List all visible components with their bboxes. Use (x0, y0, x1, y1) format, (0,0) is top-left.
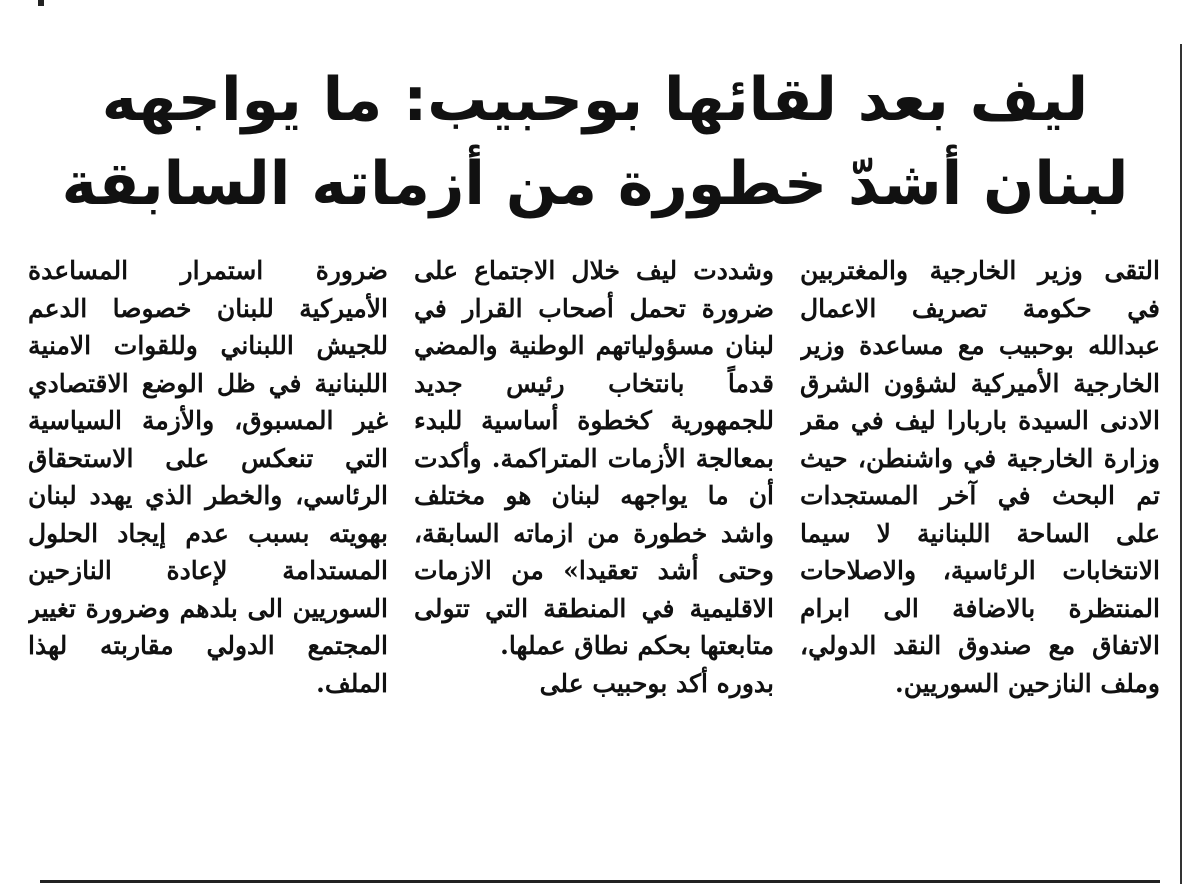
column-1-paragraph-1: التقى وزير الخارجية والمغتربين في حكومة تصريف الاعمال عبدالله بوحبيب مع مساعدة وزير الخارجية الأميركية لشؤون الشرق الادنى السيدة باربارا ليف في مقر وزارة الخارجية في واشنطن، حيث تم البحث في آخر المستجدات على الساحة اللبنانية لا سيما الانتخابات الرئاسية، والاصلاحات المنتظرة بالاضافة الى ابرام الاتفاق مع صندوق النقد الدولي، وملف النازحين السوريين. (800, 256, 1160, 698)
article-column-1 (800, 252, 1160, 858)
right-border-rule (1180, 44, 1182, 884)
headline-line-1: ليف بعد لقائها بوحبيب: ما يواجهه (101, 65, 1089, 135)
top-border (0, 0, 1188, 8)
article-body (28, 252, 1160, 858)
corner-mark (38, 0, 44, 6)
bottom-divider (40, 880, 1160, 883)
headline-line-2: لبنان أشدّ خطورة من أزماته السابقة (61, 149, 1129, 219)
column-3-paragraph-1: ضرورة استمرار المساعدة الأميركية للبنان خصوصا الدعم للجيش اللبناني وللقوات الامنية اللبنانية في ظل الوضع الاقتصادي غير المسبوق، والأزمة السياسية التي تنعكس على الاستحقاق الرئاسي، والخطر الذي يهدد لبنان بهويته بسبب عدم إيجاد الحلول المستدامة لإعادة النازحين السوريين الى بلدهم وضرورة تغيير المجتمع الدولي مقاربته لهذا الملف. (28, 256, 388, 698)
article-column-2 (414, 252, 774, 858)
article-column-3 (28, 252, 388, 858)
article-headline (40, 58, 1150, 226)
column-2-paragraph-1: وشددت ليف خلال الاجتماع على ضرورة تحمل أصحاب القرار في لبنان مسؤولياتهم الوطنية والمضي قدماً بانتخاب رئيس جديد للجمهورية كخطوة أساسية للبدء بمعالجة الأزمات المتراكمة. وأكدت أن ما يواجهه لبنان هو مختلف واشد خطورة من ازماته السابقة، وحتى أشد تعقيدا» من الازمات الاقليمية في المنطقة التي تتولى متابعتها بحكم نطاق عملها. (414, 256, 774, 660)
column-2-paragraph-2: بدوره أكد بوحبيب على (539, 668, 774, 698)
